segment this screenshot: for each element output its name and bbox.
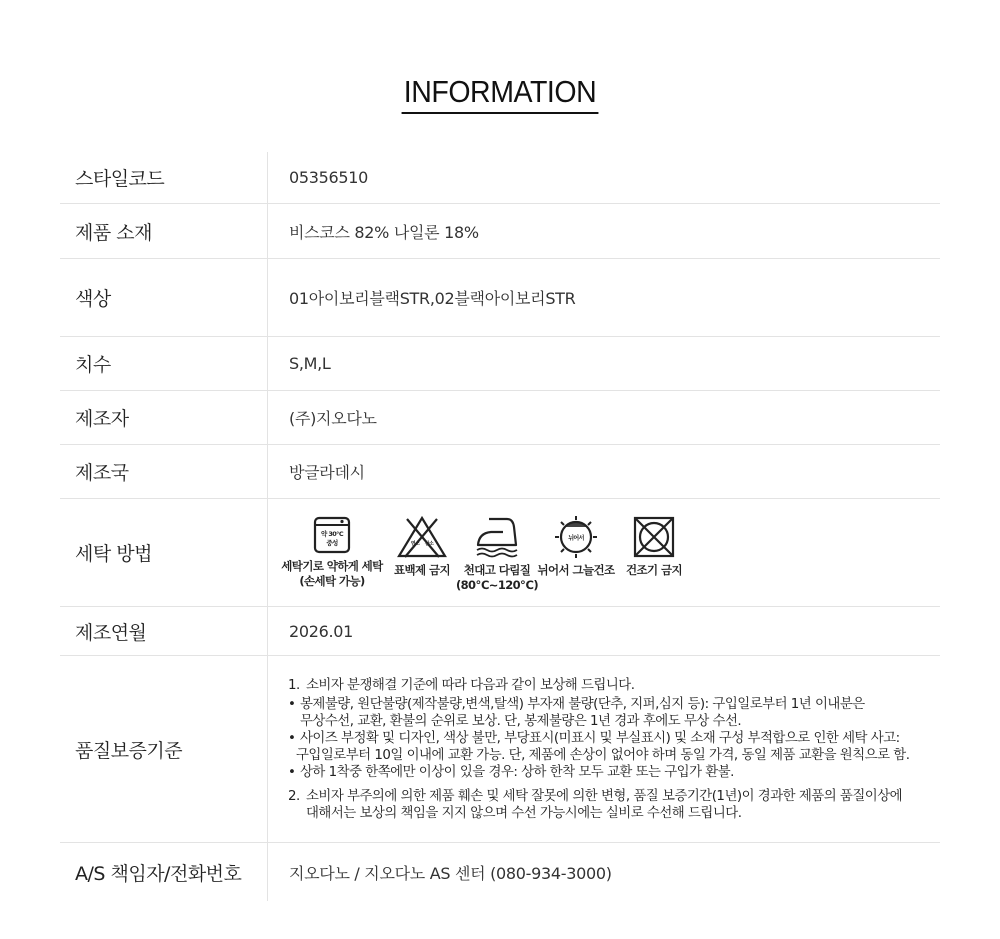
care-shade-dry xyxy=(536,515,616,578)
size-label: 치수 xyxy=(75,354,111,376)
no-tumble-dry-icon xyxy=(632,515,676,559)
wash-temp-text: 약 30°C xyxy=(320,529,344,538)
quality-text xyxy=(267,656,940,842)
material-label: 제품 소재 xyxy=(75,221,152,244)
care-no-tumble-caption: 건조기 금지 xyxy=(626,562,682,577)
bleach-chlorine-text: 염소 xyxy=(410,540,420,547)
care-iron-caption1: 천대고 다림질 xyxy=(463,562,531,577)
row-color xyxy=(60,259,940,337)
care-no-bleach-caption: 표백제 금지 xyxy=(394,562,450,577)
bullet-2-line1: 사이즈 부정확 및 디자인, 색상 불만, 부당표시(미표시 및 부실표시) 및 소재 구성 부적합으로 인한 세탁 사고: xyxy=(300,730,900,746)
row-material xyxy=(60,204,940,259)
bullet-3: • xyxy=(288,764,296,780)
info-table xyxy=(60,152,940,901)
washing-icons-cell xyxy=(267,499,940,606)
quality-item-1 xyxy=(288,677,635,694)
washing-label: 세탁 방법 xyxy=(75,543,152,565)
color-label: 색상 xyxy=(75,288,111,310)
color-value: 01아이보리블랙STR,02블랙아이보리STR xyxy=(267,259,940,336)
care-wash-caption2: (손세탁 가능) xyxy=(299,573,365,588)
bullet-2: • xyxy=(288,730,296,746)
size-value: S,M,L xyxy=(267,337,940,390)
page-title: INFORMATION xyxy=(40,74,960,114)
shade-dry-icon xyxy=(552,515,600,559)
row-washing xyxy=(60,499,940,607)
quality-num-1: 1. xyxy=(288,677,300,693)
bullet-1-line2: 무상수선, 교환, 환불의 순위로 보상. 단, 봉제불량은 1년 경과 후에도 무상 수선. xyxy=(300,713,742,729)
care-wash-caption1: 세탁기로 약하게 세탁 xyxy=(281,558,383,573)
country-label: 제조국 xyxy=(75,462,129,484)
bullet-2-line2: 구입일로부터 10일 이내에 교환 가능. 단, 제품에 손상이 없어야 하며 동일 가격, 동일 제품 교환을 원칙으로 함. xyxy=(296,747,910,763)
quality-bullet-3 xyxy=(288,764,734,781)
care-no-tumble xyxy=(616,515,692,578)
date-label: 제조연월 xyxy=(75,621,147,644)
quality-text-1: 소비자 분쟁해결 기준에 따라 다음과 같이 보상해 드립니다. xyxy=(306,677,635,693)
row-maker xyxy=(60,391,940,445)
care-shade-dry-caption: 뉘어서 그늘건조 xyxy=(537,562,615,577)
maker-label: 제조자 xyxy=(75,408,129,430)
quality-label: 품질보증기준 xyxy=(75,739,183,762)
row-country xyxy=(60,445,940,499)
quality-item-2-line1: 소비자 부주의에 의한 제품 훼손 및 세탁 잘못에 의한 변형, 품질 보증기간(1년)이 경과한 제품의 품질이상에 xyxy=(306,788,903,804)
material-value: 비스코스 82% 나일론 18% xyxy=(267,204,940,258)
bullet-1: • xyxy=(288,696,296,712)
date-value: 2026.01 xyxy=(267,607,940,655)
quality-bullet-1 xyxy=(288,696,865,730)
bleach-oxygen-text: 산소 xyxy=(424,540,434,547)
iron-icon xyxy=(473,515,521,559)
row-size xyxy=(60,337,940,391)
bullet-1-line1: 봉제불량, 원단불량(제작불량,변색,탈색) 부자재 불량(단추, 지퍼,심지 등): 구입일로부터 1년 이내분은 xyxy=(300,696,865,712)
care-iron xyxy=(456,515,539,593)
row-as xyxy=(60,843,940,901)
quality-item-2 xyxy=(288,788,902,822)
row-style-code xyxy=(60,152,940,204)
country-value: 방글라데시 xyxy=(267,445,940,498)
care-iron-caption2: (80℃~120℃) xyxy=(456,577,539,592)
style-code-label: 스타일코드 xyxy=(75,168,165,190)
as-value: 지오다노 / 지오다노 AS 센터 (080-934-3000) xyxy=(267,843,940,901)
as-label: A/S 책임자/전화번호 xyxy=(75,862,242,885)
wash-30c-icon xyxy=(312,515,352,555)
no-bleach-icon xyxy=(396,515,448,559)
wash-neutral-text: 중성 xyxy=(326,538,338,547)
style-code-value: 05356510 xyxy=(267,152,940,203)
row-quality xyxy=(60,656,940,843)
care-wash xyxy=(278,515,386,589)
care-no-bleach xyxy=(386,515,458,578)
maker-value: (주)지오다노 xyxy=(267,391,940,444)
quality-bullet-2 xyxy=(288,730,909,764)
row-date xyxy=(60,607,940,656)
bullet-3-line1: 상하 1착중 한쪽에만 이상이 있을 경우: 상하 한착 모두 교환 또는 구입가 환불. xyxy=(300,764,734,780)
quality-item-2-line2: 대해서는 보상의 책임을 지지 않으며 수선 가능시에는 실비로 수선해 드립니다. xyxy=(306,805,742,821)
quality-num-2: 2. xyxy=(288,788,300,804)
shade-dry-text: 뉘어서 xyxy=(568,534,584,542)
care-icons xyxy=(278,513,692,593)
